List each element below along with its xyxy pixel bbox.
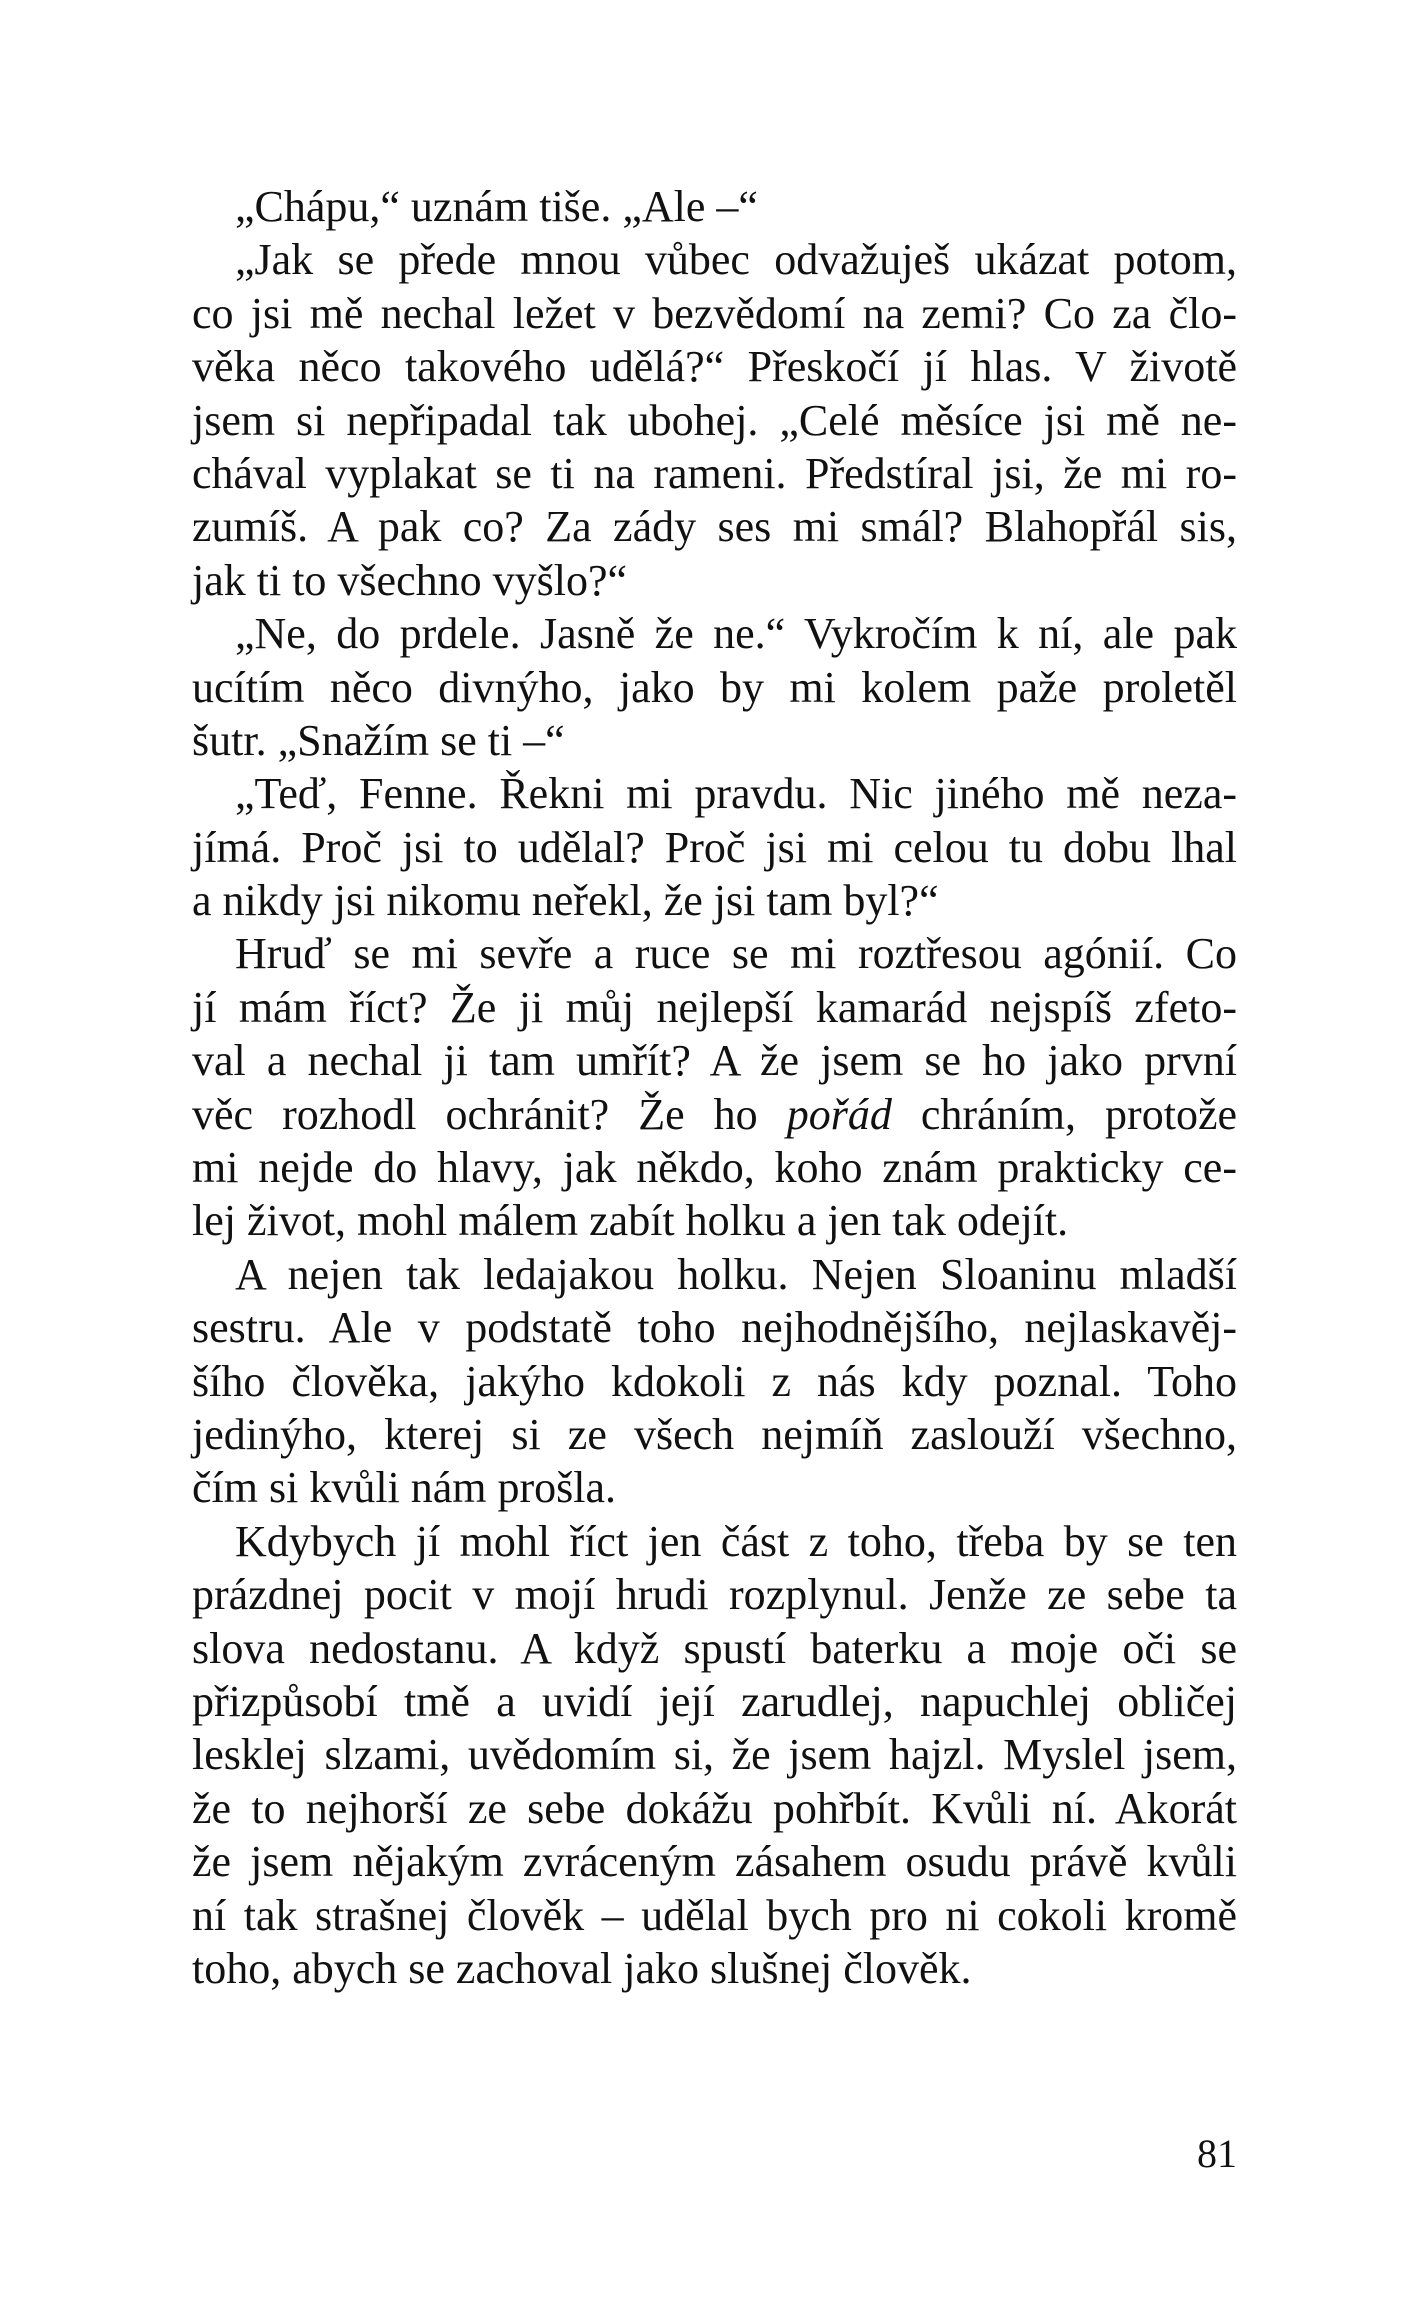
page-number: 81 xyxy=(1197,2131,1237,2176)
text-line: ucítím něco divnýho, jako by mi kolem paže proletěl xyxy=(192,662,1237,712)
text-line: slova nedostanu. A když spustí baterku a moje oči se xyxy=(192,1623,1237,1673)
text-line: „Chápu,“ uznám tiše. „Ale –“ xyxy=(235,182,758,231)
text-line: že to nejhorší ze sebe dokážu pohřbít. Kvůli ní. Akorát xyxy=(192,1783,1237,1833)
text-line: jímá. Proč jsi to udělal? Proč jsi mi celou tu dobu lhal xyxy=(192,822,1237,872)
text-line: čím si kvůli nám prošla. xyxy=(192,1463,617,1513)
text-line: „Jak se přede mnou vůbec odvažuješ ukázat potom, xyxy=(235,235,1237,285)
text-line: chával vyplakat se ti na rameni. Předstíral jsi, že mi ro- xyxy=(192,448,1237,498)
paragraph xyxy=(192,607,1237,767)
text-line: „Ne, do prdele. Jasně že ne.“ Vykročím k ní, ale pak xyxy=(235,609,1237,659)
text-line: jedinýho, kterej si ze všech nejmíň zaslouží všechno, xyxy=(192,1409,1237,1459)
text-line: Hruď se mi sevře a ruce se mi roztřesou agónií. Co xyxy=(235,929,1237,979)
text-line: val a nechal ji tam umřít? A že jsem se ho jako první xyxy=(192,1036,1237,1086)
text-line: že jsem nějakým zvráceným zásahem osudu právě kvůli xyxy=(192,1837,1237,1887)
text-line: lej život, mohl málem zabít holku a jen tak odejít. xyxy=(192,1196,1069,1246)
text-line: lesklej slzami, uvědomím si, že jsem hajzl. Myslel jsem, xyxy=(192,1730,1237,1780)
paragraph xyxy=(192,233,1237,607)
text-line: toho, abych se zachoval jako slušnej člověk. xyxy=(192,1943,972,1993)
text-line: prázdnej pocit v mojí hrudi rozplynul. Jenže ze sebe ta xyxy=(192,1570,1237,1620)
paragraph xyxy=(192,180,1237,233)
paragraph xyxy=(192,927,1237,1247)
text-line: a nikdy jsi nikomu neřekl, že jsi tam byl?“ xyxy=(192,876,939,926)
text-line: přizpůsobí tmě a uvidí její zarudlej, napuchlej obličej xyxy=(192,1676,1237,1726)
paragraph xyxy=(192,1248,1237,1515)
text-line: věka něco takového udělá?“ Přeskočí jí hlas. V životě xyxy=(192,342,1237,392)
text-line: věc rozhodl ochránit? Že ho pořád chráním, protože xyxy=(192,1089,1237,1139)
text-line: jsem si nepřipadal tak ubohej. „Celé měsíce jsi mě ne- xyxy=(192,395,1237,445)
emphasis: pořád xyxy=(786,1089,892,1139)
text-line: mi nejde do hlavy, jak někdo, koho znám prakticky ce- xyxy=(192,1143,1237,1193)
text-line: zumíš. A pak co? Za zády ses mi smál? Blahopřál sis, xyxy=(192,502,1237,552)
text-line: sestru. Ale v podstatě toho nejhodnějšího, nejlaskavěj- xyxy=(192,1303,1237,1353)
text-line: šího člověka, jakýho kdokoli z nás kdy poznal. Toho xyxy=(192,1356,1237,1406)
paragraph xyxy=(192,767,1237,927)
text-line: šutr. „Snažím se ti –“ xyxy=(192,715,565,765)
text-line: jí mám říct? Že ji můj nejlepší kamarád nejspíš zfeto- xyxy=(192,982,1237,1032)
text-line: ní tak strašnej člověk – udělal bych pro ni cokoli kromě xyxy=(192,1890,1237,1940)
text-line: A nejen tak ledajakou holku. Nejen Sloaninu mladší xyxy=(235,1249,1237,1299)
text-line: jak ti to všechno vyšlo?“ xyxy=(192,555,628,605)
text-line: „Teď, Fenne. Řekni mi pravdu. Nic jiného mě neza- xyxy=(235,769,1237,819)
text-line: Kdybych jí mohl říct jen část z toho, třeba by se ten xyxy=(235,1516,1237,1566)
paragraph xyxy=(192,1515,1237,1996)
body-text xyxy=(192,180,1237,1995)
text-line: co jsi mě nechal ležet v bezvědomí na zemi? Co za člo- xyxy=(192,288,1237,338)
